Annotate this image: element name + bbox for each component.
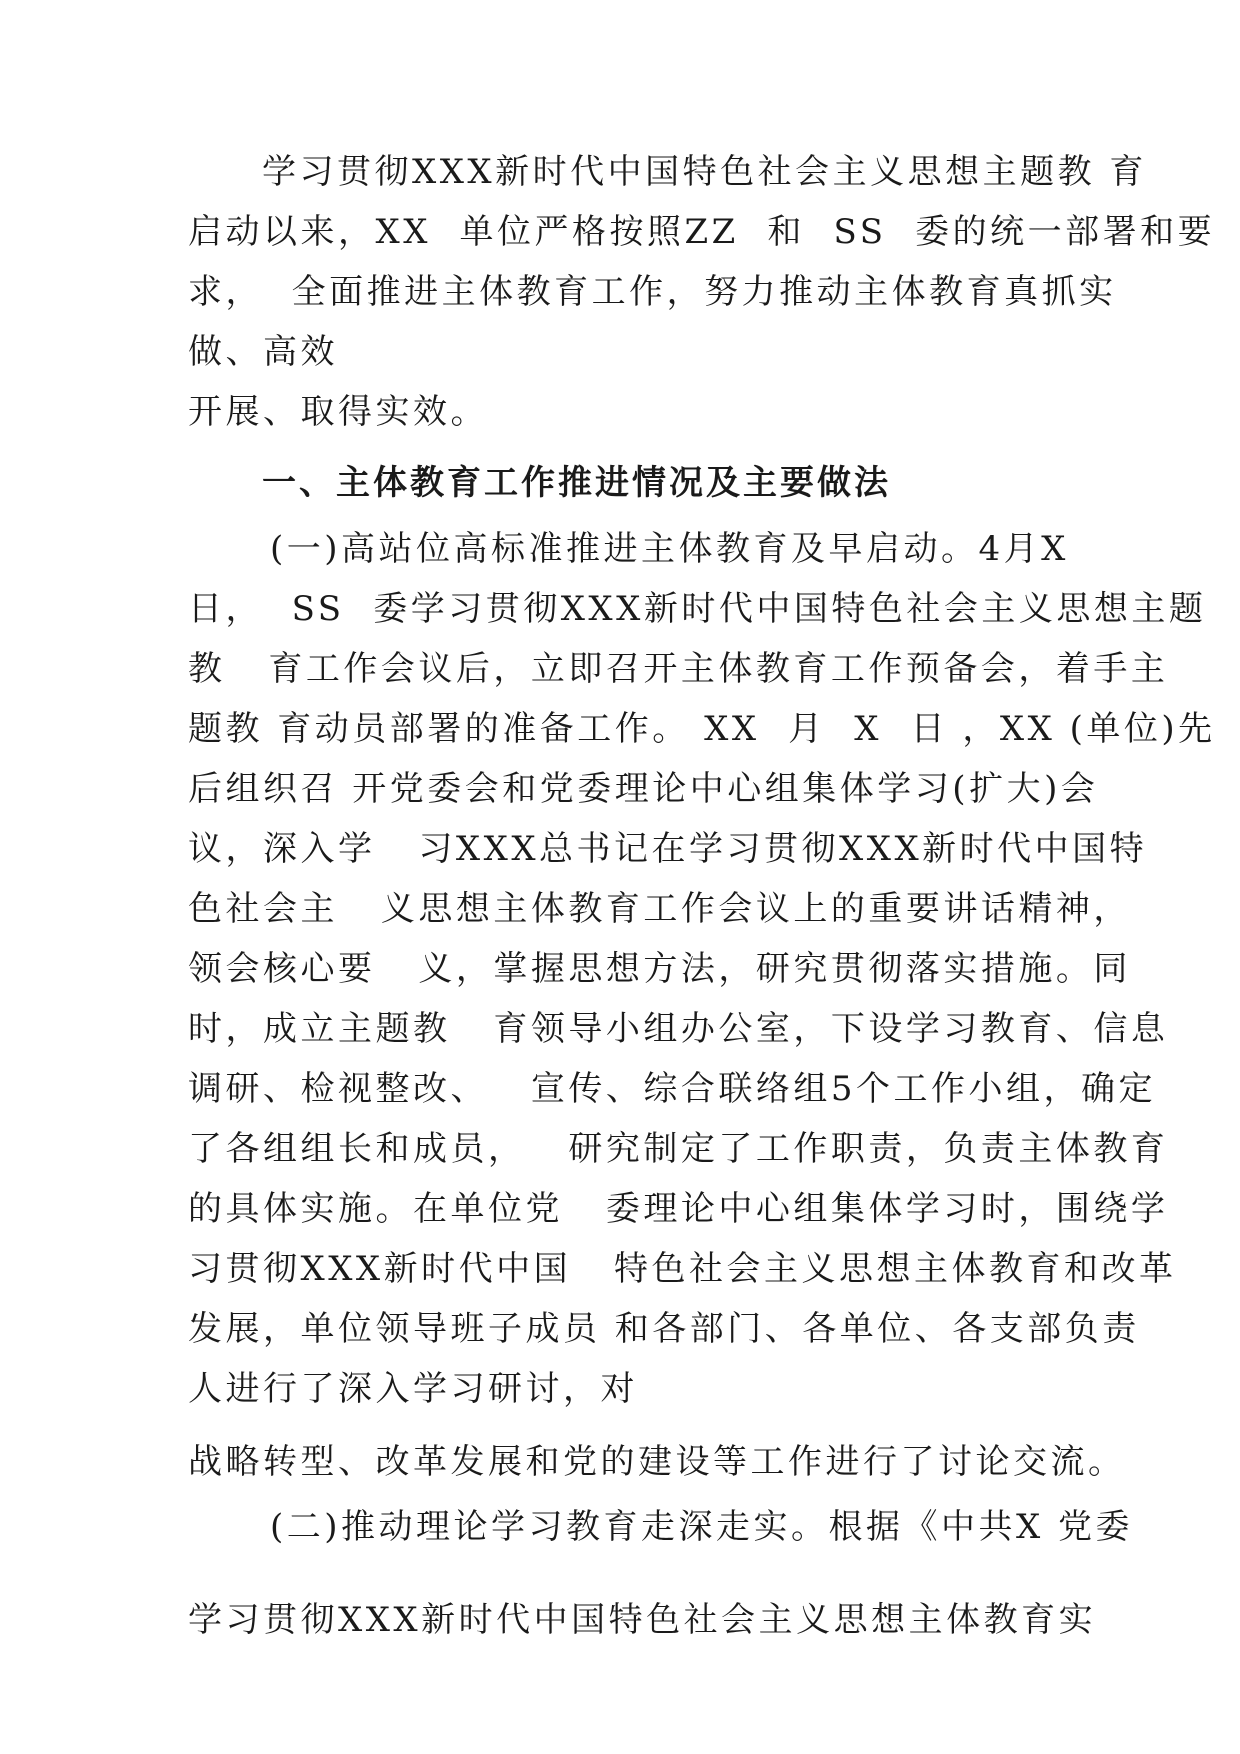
paragraph-intro-line-5: 开展、取得实效。 — [188, 392, 488, 432]
paragraph-intro-line-1: 学习贯彻XXX新时代中国特色社会主义思想主题教 育 — [262, 152, 1147, 192]
paragraph-intro-line-3: 求， 全面推进主体教育工作，努力推动主体教育真抓实 — [188, 272, 1117, 312]
subsection-1-line-13: 习贯彻XXX新时代中国 特色社会主义思想主体教育和改革 — [188, 1249, 1177, 1289]
section-heading-1: 一、主体教育工作推进情况及主要做法 — [262, 463, 891, 503]
subsection-1-line-5: 后组织召 开党委会和党委理论中心组集体学习(扩大)会 — [188, 769, 1099, 809]
subsection-1-line-10: 调研、检视整改、 宣传、综合联络组5个工作小组，确定 — [188, 1069, 1157, 1109]
subsection-1-line-7: 色社会主 义思想主体教育工作会议上的重要讲话精神， — [188, 889, 1131, 929]
subsection-1-line-14: 发展，单位领导班子成员 和各部门、各单位、各支部负责 — [188, 1309, 1140, 1349]
paragraph-intro-line-4: 做、高效 — [188, 332, 338, 372]
subsection-1-line-1: (一)高站位高标准推进主体教育及早启动。4月X — [270, 529, 1069, 569]
subsection-1-line-6: 议，深入学 习XXX总书记在学习贯彻XXX新时代中国特 — [188, 829, 1148, 869]
paragraph-intro-line-2: 启动以来，XX 单位严格按照ZZ 和 SS 委的统一部署和要 — [188, 212, 1216, 252]
subsection-1-line-12: 的具体实施。在单位党 委理论中心组集体学习时，围绕学 — [188, 1189, 1169, 1229]
subsection-1-line-4: 题教 育动员部署的准备工作。 XX 月 X 日 ，XX (单位)先 — [188, 709, 1216, 749]
subsection-1-line-16: 战略转型、改革发展和党的建设等工作进行了讨论交流。 — [188, 1442, 1126, 1482]
subsection-1-line-11: 了各组组长和成员， 研究制定了工作职责，负责主体教育 — [188, 1129, 1169, 1169]
subsection-1-line-8: 领会核心要 义，掌握思想方法，研究贯彻落实措施。同 — [188, 949, 1131, 989]
subsection-1-line-15: 人进行了深入学习研讨，对 — [188, 1369, 638, 1409]
subsection-1-line-2: 日， SS 委学习贯彻XXX新时代中国特色社会主义思想主题 — [188, 589, 1207, 629]
subsection-2-line-1: (二)推动理论学习教育走深走实。根据《中共X 党委 — [270, 1507, 1134, 1547]
subsection-1-line-9: 时，成立主题教 育领导小组办公室，下设学习教育、信息 — [188, 1009, 1169, 1049]
subsection-1-line-3: 教 育工作会议后，立即召开主体教育工作预备会，着手主 — [188, 649, 1169, 689]
subsection-2-line-2: 学习贯彻XXX新时代中国特色社会主义思想主体教育实 — [188, 1600, 1097, 1640]
